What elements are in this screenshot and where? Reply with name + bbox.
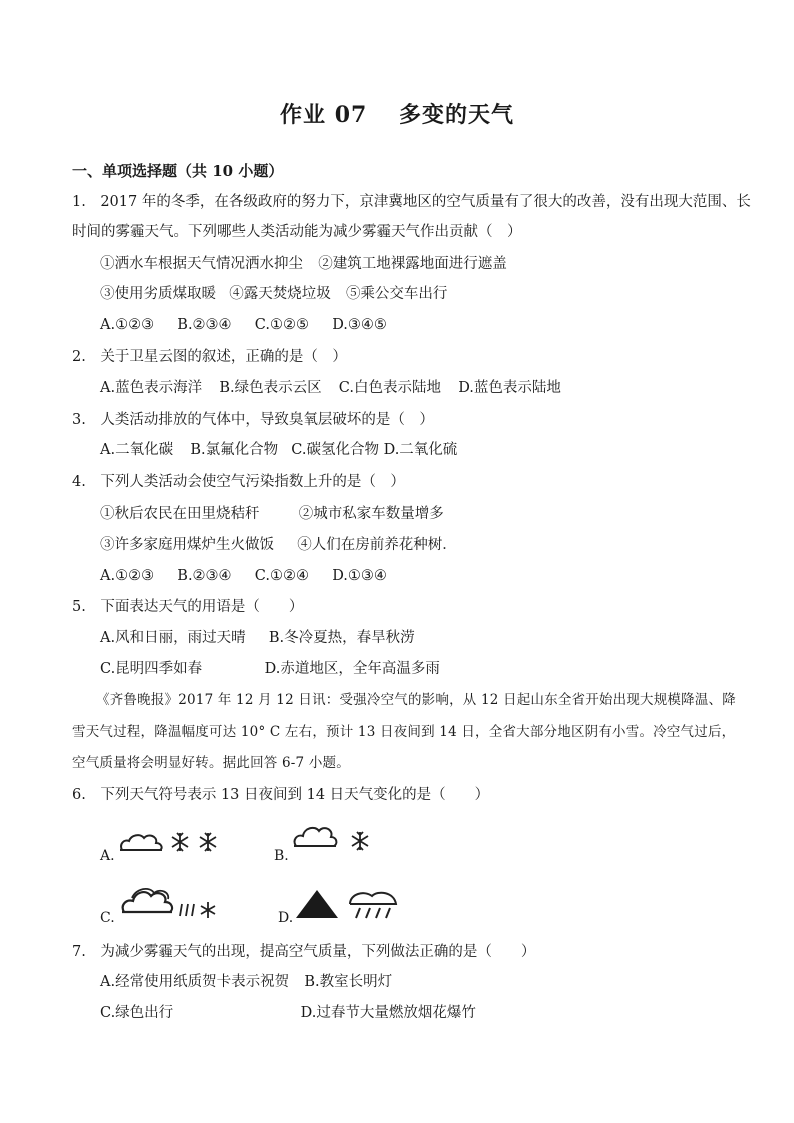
q1-items-row1 [100,254,507,274]
q6-stem: 6. 下列天气符号表示 13 日夜间到 14 日天气变化的是（ ） [72,787,490,803]
q5-choice-c[interactable]: C.昆明四季如春 [100,661,203,677]
q1-choice-a[interactable]: A.①②③ [100,317,155,333]
sleet-icon [178,898,222,922]
q4-choice-a[interactable]: A.①②③ [100,568,155,584]
q1-item-2: ②建筑工地裸露地面进行遮盖 [318,256,507,272]
q7-stem: 7. 为减少雾霾天气的出现，提高空气质量，下列做法正确的是（ ） [72,944,536,960]
passage-line2: 雪天气过程，降温幅度可达 10° C 左右，预计 13 日夜间到 14 日，全省大部分地区阴有小雪。冷空气过后， [72,724,736,740]
passage-line1: 《齐鲁晚报》2017 年 12 月 12 日讯：受强冷空气的影响，从 12 日起山东全省开始出现大规模降温、降 [96,692,736,708]
cloudy-icon [116,828,166,856]
q4-stem: 4. 下列人类活动会使空气污染指数上升的是（ ） [72,474,405,490]
q7-choice-a[interactable]: A.经常使用纸质贺卡表示祝贺 [100,974,290,990]
q3-choice-a[interactable]: A.二氧化碳 [100,442,174,458]
q4-item-2: ②城市私家车数量增多 [298,506,444,522]
q7-choices-row2 [100,1003,476,1023]
q5-choice-b[interactable]: B.冬冷夏热，春旱秋涝 [268,630,415,646]
q3-choice-c[interactable]: C.碳氢化合物 [291,442,379,458]
cloudy-icon [290,820,340,852]
q6-choice-a[interactable]: A. [100,848,115,864]
q7-choice-b[interactable]: B.教室长明灯 [304,974,393,990]
q4-items-row2 [100,535,457,555]
rain-icon [346,890,402,920]
q4-item-1: ①秋后农民在田里烧秸秆 [100,506,260,522]
q5-choice-a[interactable]: A.风和日丽，雨过天晴 [100,630,246,646]
q1-item-3: ③使用劣质煤取暖 [100,286,216,302]
q2-choice-a[interactable]: A.蓝色表示海洋 [100,380,203,396]
snow-icon [348,828,372,854]
q2-choices [100,378,561,398]
q6-choice-d[interactable]: D. [278,910,294,926]
q3-choices [100,440,457,460]
sandstorm-icon [294,888,340,920]
q5-choices-row2 [100,659,440,679]
page-title: 作业 07 多变的天气 [280,102,514,128]
q4-choice-b[interactable]: B.②③④ [177,568,232,584]
q1-item-1: ①洒水车根据天气情况洒水抑尘 [100,256,303,272]
passage-line3: 空气质量将会明显好转。据此回答 6-7 小题。 [72,755,350,771]
q4-items-row1 [100,504,444,524]
q6-choice-c[interactable]: C. [100,910,115,926]
q4-choice-c[interactable]: C.①②④ [254,568,309,584]
q1-item-5: ⑤乘公交车出行 [345,286,448,302]
q3-choice-b[interactable]: B.氯氟化合物 [190,442,279,458]
q4-choices [100,566,387,586]
q1-items-row2 [100,284,447,304]
q5-choice-d[interactable]: D.赤道地区，全年高温多雨 [264,661,440,677]
q1-stem-line2: 时间的雾霾天气。下列哪些人类活动能为减少雾霾天气作出贡献（ ） [72,224,522,240]
q4-choice-d[interactable]: D.①③④ [332,568,387,584]
q1-choice-b[interactable]: B.②③④ [177,317,232,333]
q3-stem: 3. 人类活动排放的气体中，导致臭氧层破坏的是（ ） [72,412,434,428]
q1-item-4: ④露天焚烧垃圾 [229,286,331,302]
q1-choices [100,315,387,335]
snow-icon [168,830,192,854]
q7-choice-c[interactable]: C.绿色出行 [100,1005,174,1021]
q7-choice-d[interactable]: D.过春节大量燃放烟花爆竹 [300,1005,476,1021]
snow-icon [196,830,220,854]
q5-stem: 5. 下面表达天气的用语是（ ） [72,599,304,615]
q2-choice-d[interactable]: D.蓝色表示陆地 [458,380,561,396]
q2-choice-b[interactable]: B.绿色表示云区 [219,380,322,396]
q1-stem-line1: 1. 2017 年的冬季，在各级政府的努力下，京津冀地区的空气质量有了很大的改善，没有出现大范围、长 [72,194,751,210]
q1-choice-c[interactable]: C.①②⑤ [254,317,309,333]
q4-item-4: ④人们在房前养花种树． [297,537,457,553]
q2-stem: 2. 关于卫星云图的叙述，正确的是（ ） [72,349,347,365]
q7-choices-row1 [100,972,392,992]
q2-choice-c[interactable]: C.白色表示陆地 [338,380,441,396]
q4-item-3: ③许多家庭用煤炉生火做饭 [100,537,274,553]
q3-choice-d[interactable]: D.二氧化硫 [383,442,458,458]
q6-choice-b[interactable]: B. [274,848,289,864]
section-heading: 一、单项选择题（共 10 小题） [72,162,284,180]
q5-choices-row1 [100,628,415,648]
overcast-icon [118,884,178,918]
q1-choice-d[interactable]: D.③④⑤ [332,317,387,333]
